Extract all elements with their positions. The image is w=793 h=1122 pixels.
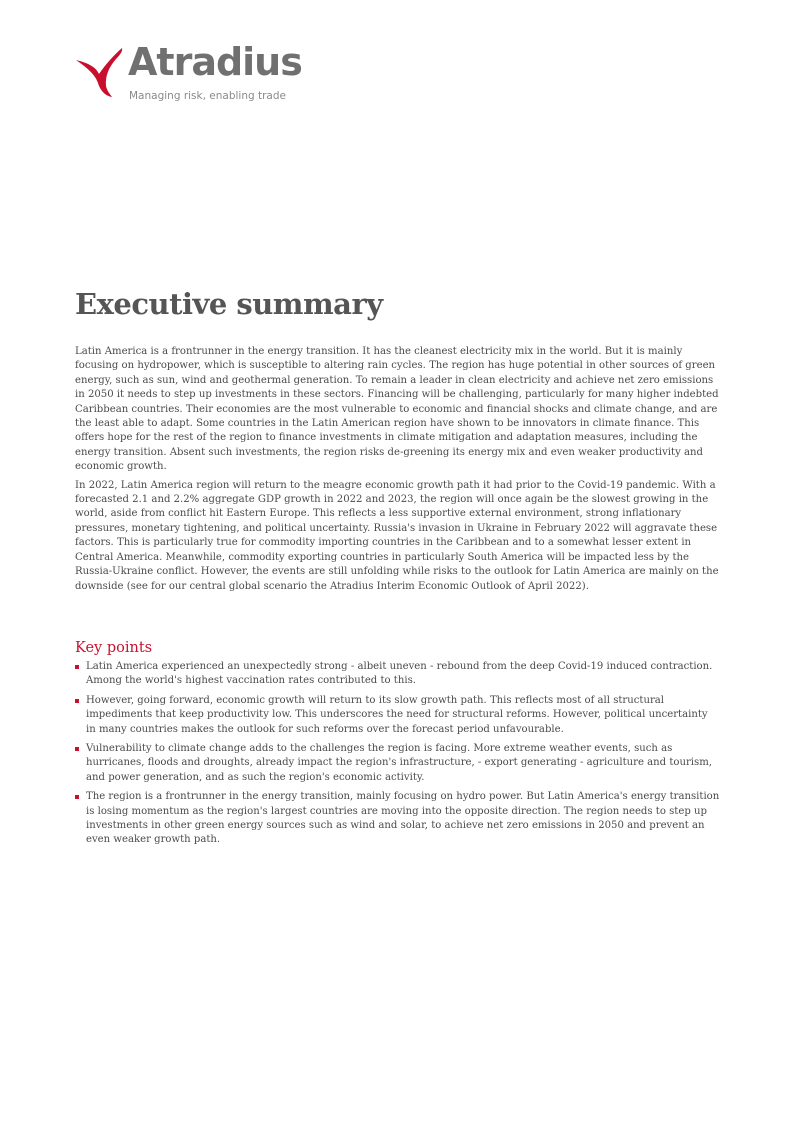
key-points-heading: Key points (75, 640, 153, 656)
bullet-square-icon (75, 747, 79, 751)
page-title: Executive summary (75, 287, 383, 321)
bullet-square-icon (75, 795, 79, 799)
key-point-text: Vulnerability to climate change adds to the challenges the region is facing. More extreme weather events, such as hurricanes, floods and droughts, already impact the region's infrastructure, - export generating - agriculture and tourism, and power generation, and as such the region's economic activity. (86, 743, 712, 783)
bullet-square-icon (75, 699, 79, 703)
atradius-logo (74, 40, 334, 108)
logo-tagline: Managing risk, enabling trade (129, 90, 286, 102)
atradius-swoosh-icon (74, 46, 126, 98)
list-item (75, 660, 720, 689)
key-point-text: The region is a frontrunner in the energy transition, mainly focusing on hydro power. But Latin America's energy transition is losing momentum as the region's largest countries are moving into the opposite direction. The region needs to step up investments in other green energy sources such as wind and solar, to achieve net zero emissions in 2050 and prevent an even weaker growth path. (86, 791, 720, 846)
key-point-text: Latin America experienced an unexpectedly strong - albeit uneven - rebound from the deep Covid-19 induced contraction. Among the world's highest vaccination rates contributed to this. (86, 661, 713, 687)
list-item (75, 790, 720, 848)
summary-body (75, 345, 720, 598)
bullet-square-icon (75, 665, 79, 669)
list-item (75, 742, 720, 785)
list-item (75, 694, 720, 737)
summary-paragraph: Latin America is a frontrunner in the energy transition. It has the cleanest electricity mix in the world. But it is mainly focusing on hydropower, which is susceptible to altering rain cycles. The region has huge potential in other sources of green energy, such as sun, wind and geothermal generation. To remain a leader in clean electricity and achieve net zero emissions in 2050 it needs to step up investments in these sectors. Financing will be challenging, particularly for many higher indebted Caribbean countries. Their economies are the most vulnerable to economic and financial shocks and climate change, and are the least able to adapt. Some countries in the Latin American region have shown to be innovators in climate finance. This offers hope for the rest of the region to finance investments in climate mitigation and adaptation measures, including the energy transition. Absent such investments, the region risks de-greening its energy mix and even weaker productivity and economic growth. (75, 346, 719, 473)
logo-brand-name: Atradius (128, 40, 302, 84)
summary-paragraph: In 2022, Latin America region will return to the meagre economic growth path it had prior to the Covid-19 pandemic. With a forecasted 2.1 and 2.2% aggregate GDP growth in 2022 and 2023, the region will once again be the slowest growing in the world, aside from conflict hit Eastern Europe. This reflects a less supportive external environment, strong inflationary pressures, monetary tightening, and political uncertainty. Russia's invasion in Ukraine in February 2022 will aggravate these factors. This is particularly true for commodity importing countries in the Caribbean and to a somewhat lesser extent in Central America. Meanwhile, commodity exporting countries in particularly South America will be impacted less by the Russia-Ukraine conflict. However, the events are still unfolding while risks to the outlook for Latin America are mainly on the downside (see for our central global scenario the Atradius Interim Economic Outlook of April 2022). (75, 479, 719, 592)
key-point-text: However, going forward, economic growth will return to its slow growth path. This reflects most of all structural impediments that keep productivity low. This underscores the need for structural reforms. However, political uncertainty in many countries makes the outlook for such reforms over the forecast period unfavourable. (86, 694, 708, 735)
key-points-list (75, 660, 720, 853)
